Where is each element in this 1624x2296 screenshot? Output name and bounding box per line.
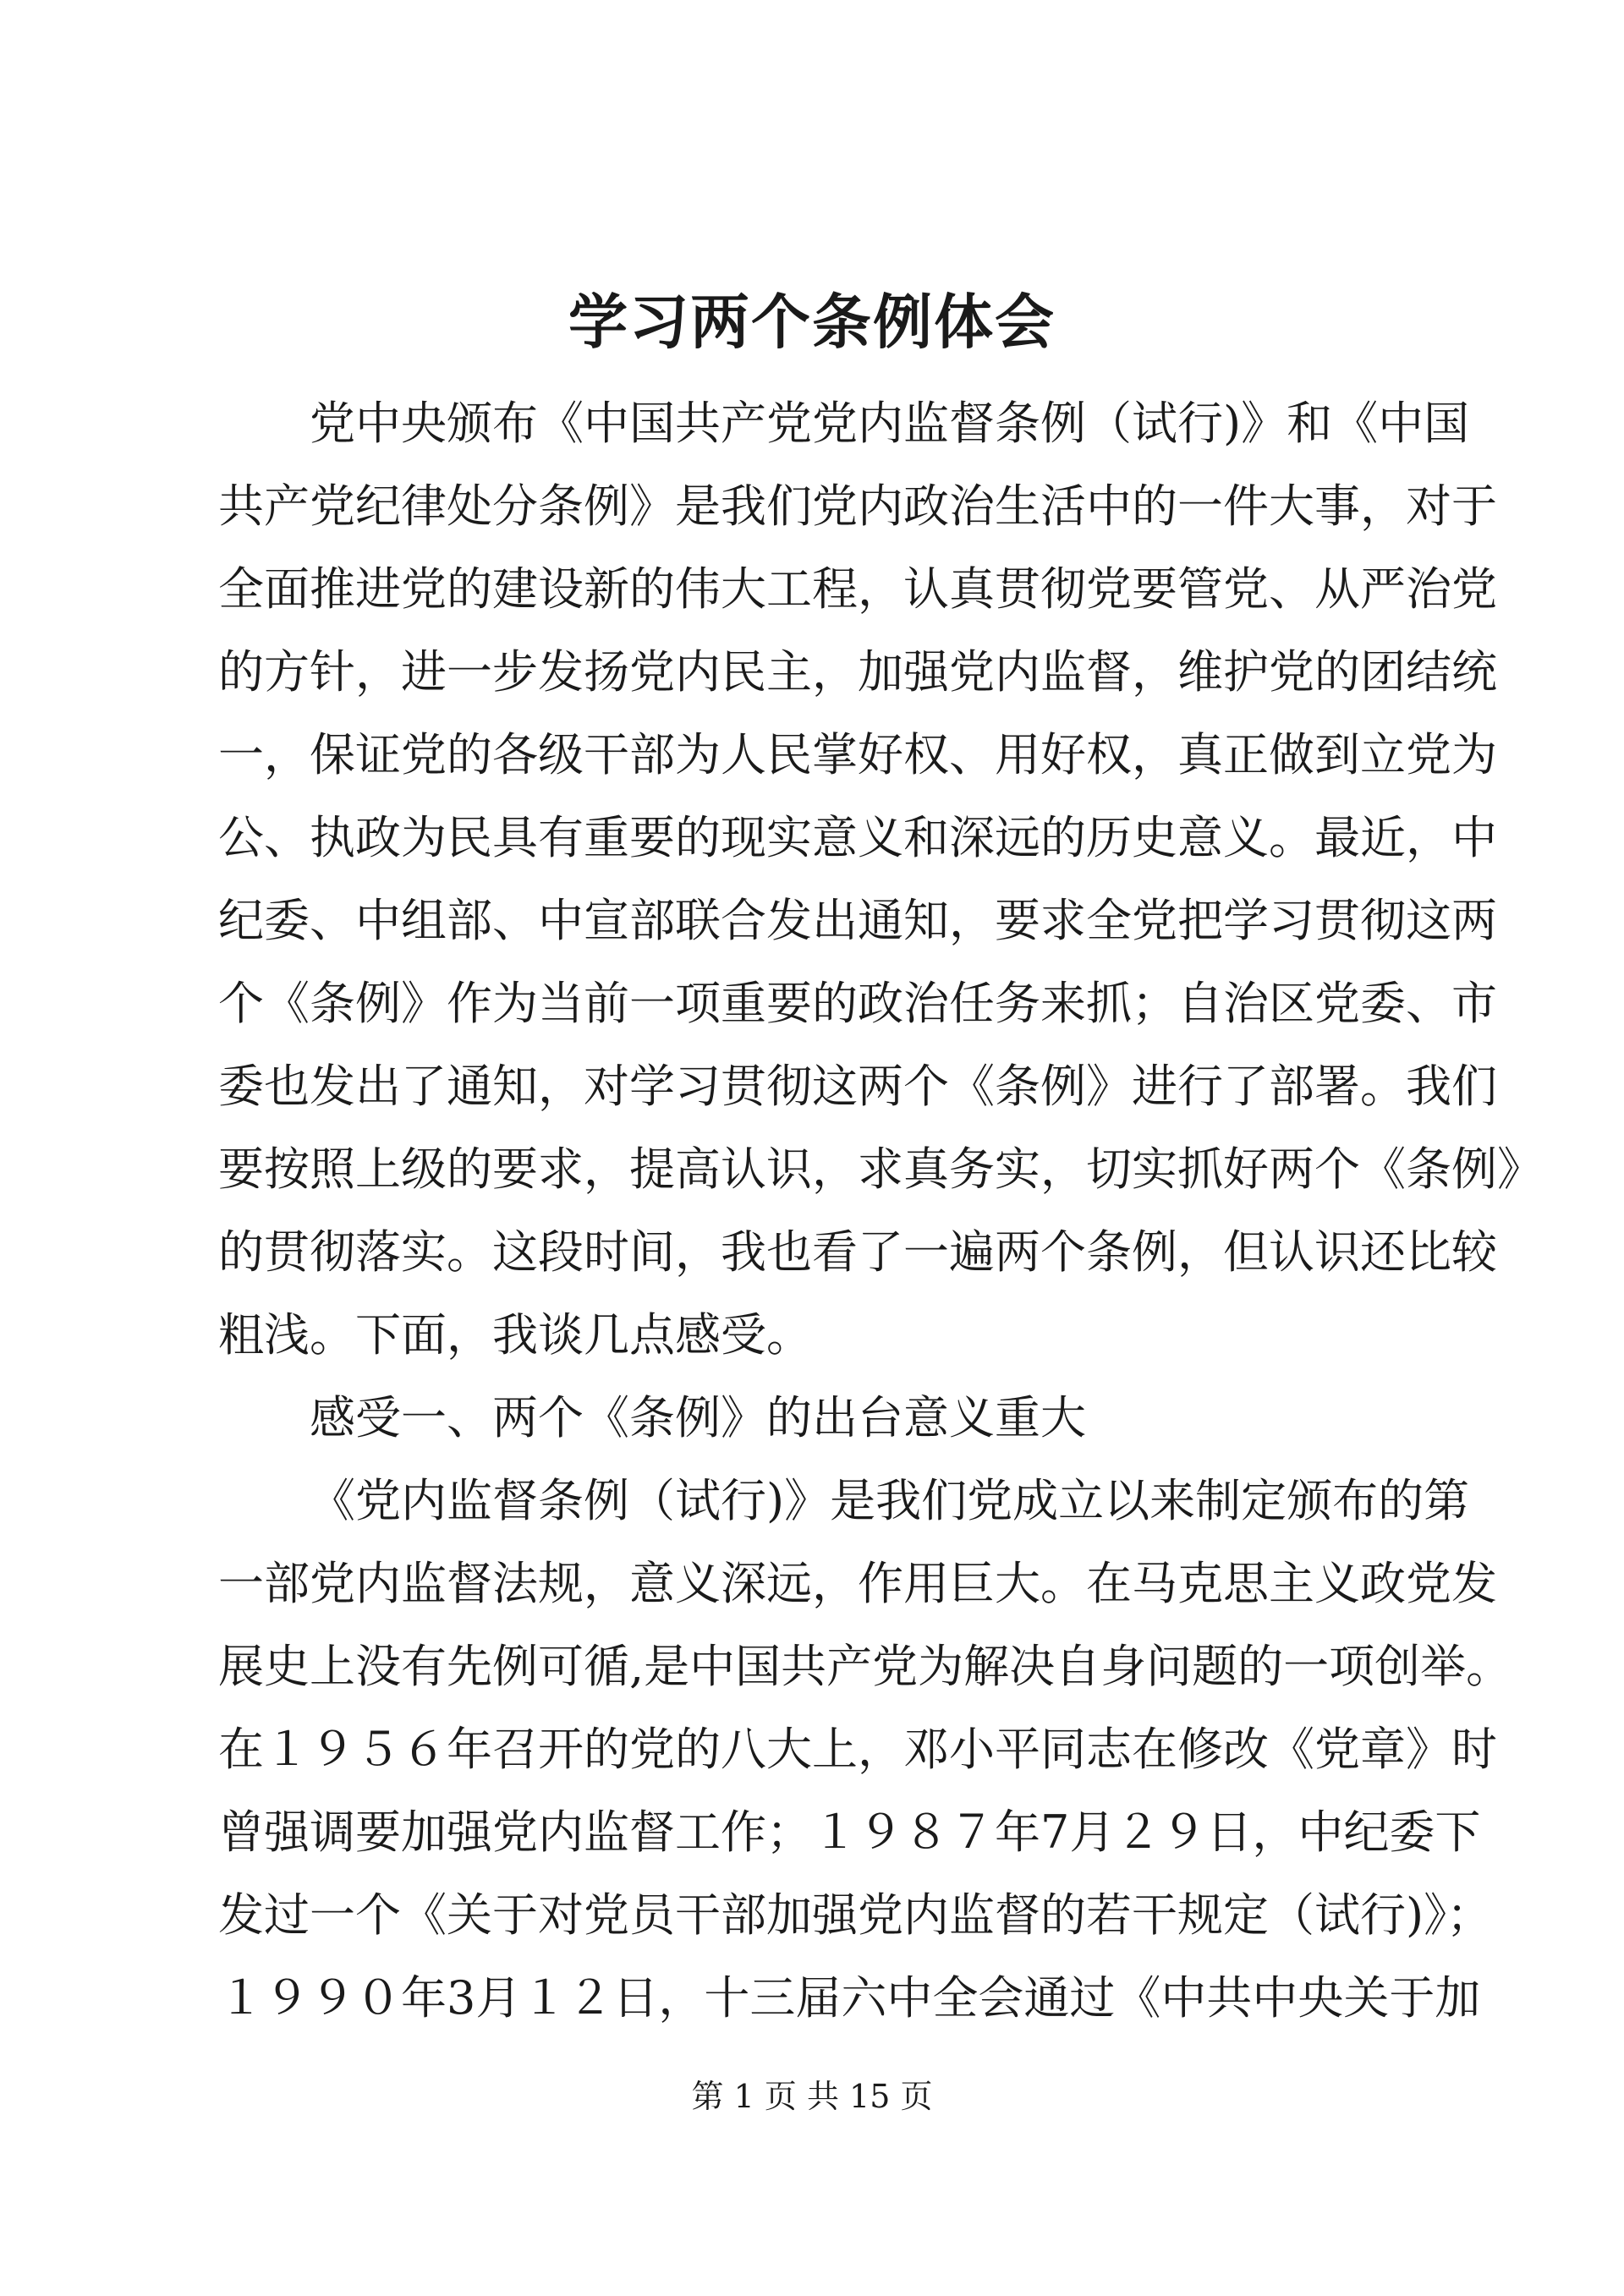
text-line: １９９０年3月１２日，十三届六中全会通过《中共中央关于加 <box>218 1971 1481 2025</box>
text-line: 一，保证党的各级干部为人民掌好权、用好权，真正做到立党为 <box>218 728 1497 781</box>
text-line: 展史上没有先例可循,是中国共产党为解决自身问题的一项创举。 <box>218 1640 1512 1693</box>
text-line: 全面推进党的建设新的伟大工程，认真贯彻党要管党、从严治党 <box>218 562 1497 616</box>
document-title: 学习两个条例体会 <box>568 287 1056 357</box>
text-line: 个《条例》作为当前一项重要的政治任务来抓；自治区党委、市 <box>218 977 1497 1030</box>
text-line: 感受一、两个《条例》的出台意义重大 <box>310 1391 1086 1444</box>
section-heading <box>218 1377 1419 1460</box>
text-line: 党中央颁布《中国共产党党内监督条例（试行)》和《中国 <box>310 397 1470 450</box>
text-line: 粗浅。下面，我谈几点感受。 <box>218 1308 812 1362</box>
text-line: 《党内监督条例（试行)》是我们党成立以来制定颁布的第 <box>310 1474 1470 1527</box>
document-body <box>218 382 1543 2040</box>
text-line: 要按照上级的要求，提高认识，求真务实，切实抓好两个《条例》 <box>218 1143 1543 1196</box>
text-line: 委也发出了通知，对学习贯彻这两个《条例》进行了部署。我们 <box>218 1060 1497 1113</box>
text-line: 共产党纪律处分条例》是我们党内政治生活中的一件大事，对于 <box>218 479 1497 533</box>
text-line: 公、执政为民具有重要的现实意义和深远的历史意义。最近，中 <box>218 811 1497 864</box>
text-line: 纪委、中组部、中宣部联合发出通知，要求全党把学习贯彻这两 <box>218 894 1497 947</box>
text-line: 一部党内监督法规，意义深远，作用巨大。在马克思主义政党发 <box>218 1557 1497 1610</box>
text-line: 在１９５６年召开的党的八大上，邓小平同志在修改《党章》时 <box>218 1723 1497 1776</box>
text-line: 的方针，进一步发扬党内民主，加强党内监督，维护党的团结统 <box>218 645 1497 699</box>
body-paragraph <box>218 1460 1512 2040</box>
body-paragraph <box>218 382 1543 1377</box>
text-line: 曾强调要加强党内监督工作；１９８７年7月２９日，中纪委下 <box>218 1806 1481 1859</box>
text-line: 的贯彻落实。这段时间，我也看了一遍两个条例，但认识还比较 <box>218 1225 1497 1279</box>
page-footer: 第 1 页 共 15 页 <box>691 2078 933 2115</box>
text-line: 发过一个《关于对党员干部加强党内监督的若干规定（试行)》； <box>218 1888 1493 1942</box>
